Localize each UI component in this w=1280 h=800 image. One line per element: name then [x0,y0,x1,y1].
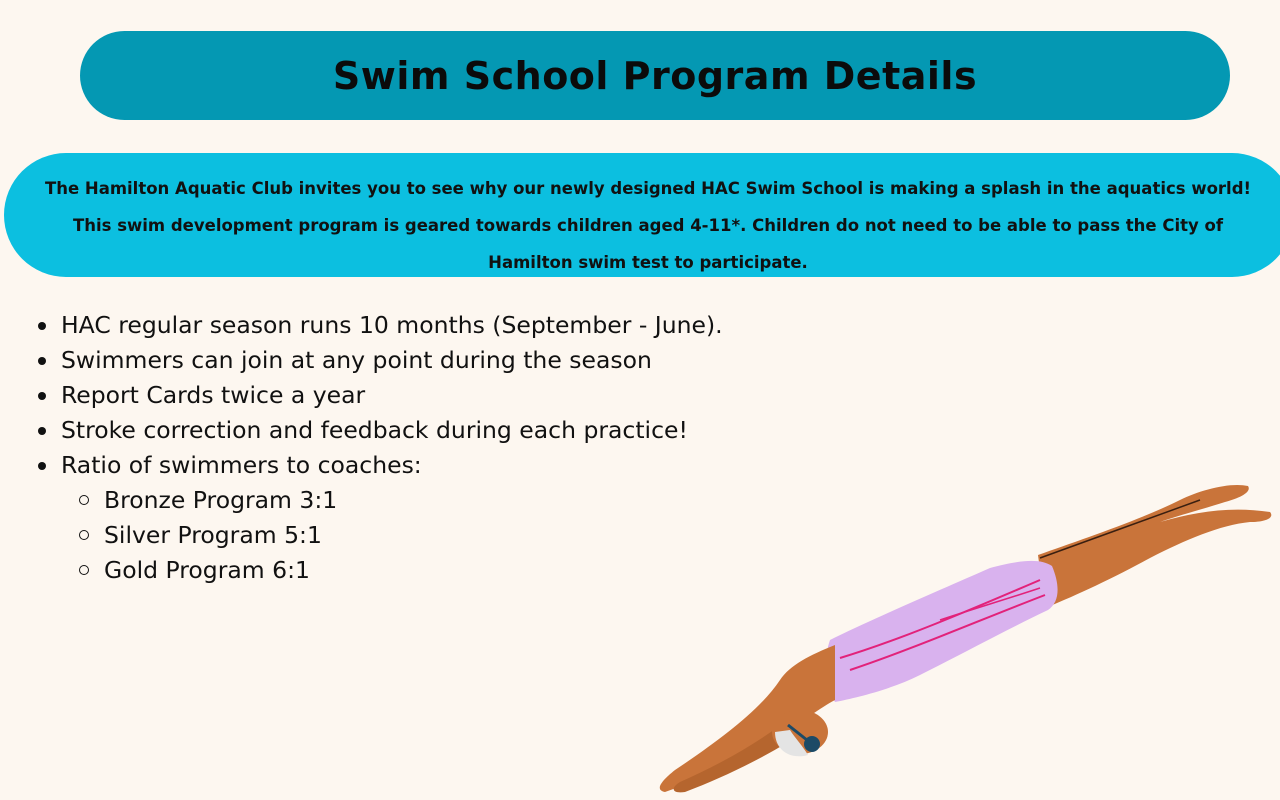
list-item [36,308,723,343]
bullet-icon [38,392,46,400]
bullet-icon [38,427,46,435]
list-item-text: Report Cards twice a year [61,381,366,409]
title-banner [80,31,1230,120]
ratio-item [79,483,723,518]
intro-banner [4,153,1280,277]
ratio-item [79,553,723,588]
feature-list [36,308,723,588]
list-item-text: Stroke correction and feedback during each practice! [61,416,688,444]
swimsuit [826,561,1058,702]
list-item-text: Swimmers can join at any point during the season [61,346,652,374]
circle-bullet-icon [79,565,89,575]
page-title: Swim School Program Details [332,53,978,98]
ratio-list [61,483,723,588]
bullet-icon [38,357,46,365]
list-item [36,413,723,448]
circle-bullet-icon [79,495,89,505]
list-item [36,343,723,378]
list-item [36,448,723,588]
ratio-item-text: Bronze Program 3:1 [104,486,338,514]
list-item-text: HAC regular season runs 10 months (September - June). [61,311,723,339]
list-item [36,378,723,413]
ratio-item-text: Silver Program 5:1 [104,521,322,549]
intro-text: The Hamilton Aquatic Club invites you to see why our newly designed HAC Swim School is making a splash in the aquatics world! This swim development program is geared towards children aged 4-11*. Children do not need to be able to pass the City of Hamilton swim test to participate. [44,179,1252,272]
bullet-icon [38,462,46,470]
diving-swimmer-illustration [640,470,1280,800]
ratio-item-text: Gold Program 6:1 [104,556,310,584]
ratio-item [79,518,723,553]
list-item-text: Ratio of swimmers to coaches: [61,451,422,479]
bullet-icon [38,322,46,330]
circle-bullet-icon [79,530,89,540]
